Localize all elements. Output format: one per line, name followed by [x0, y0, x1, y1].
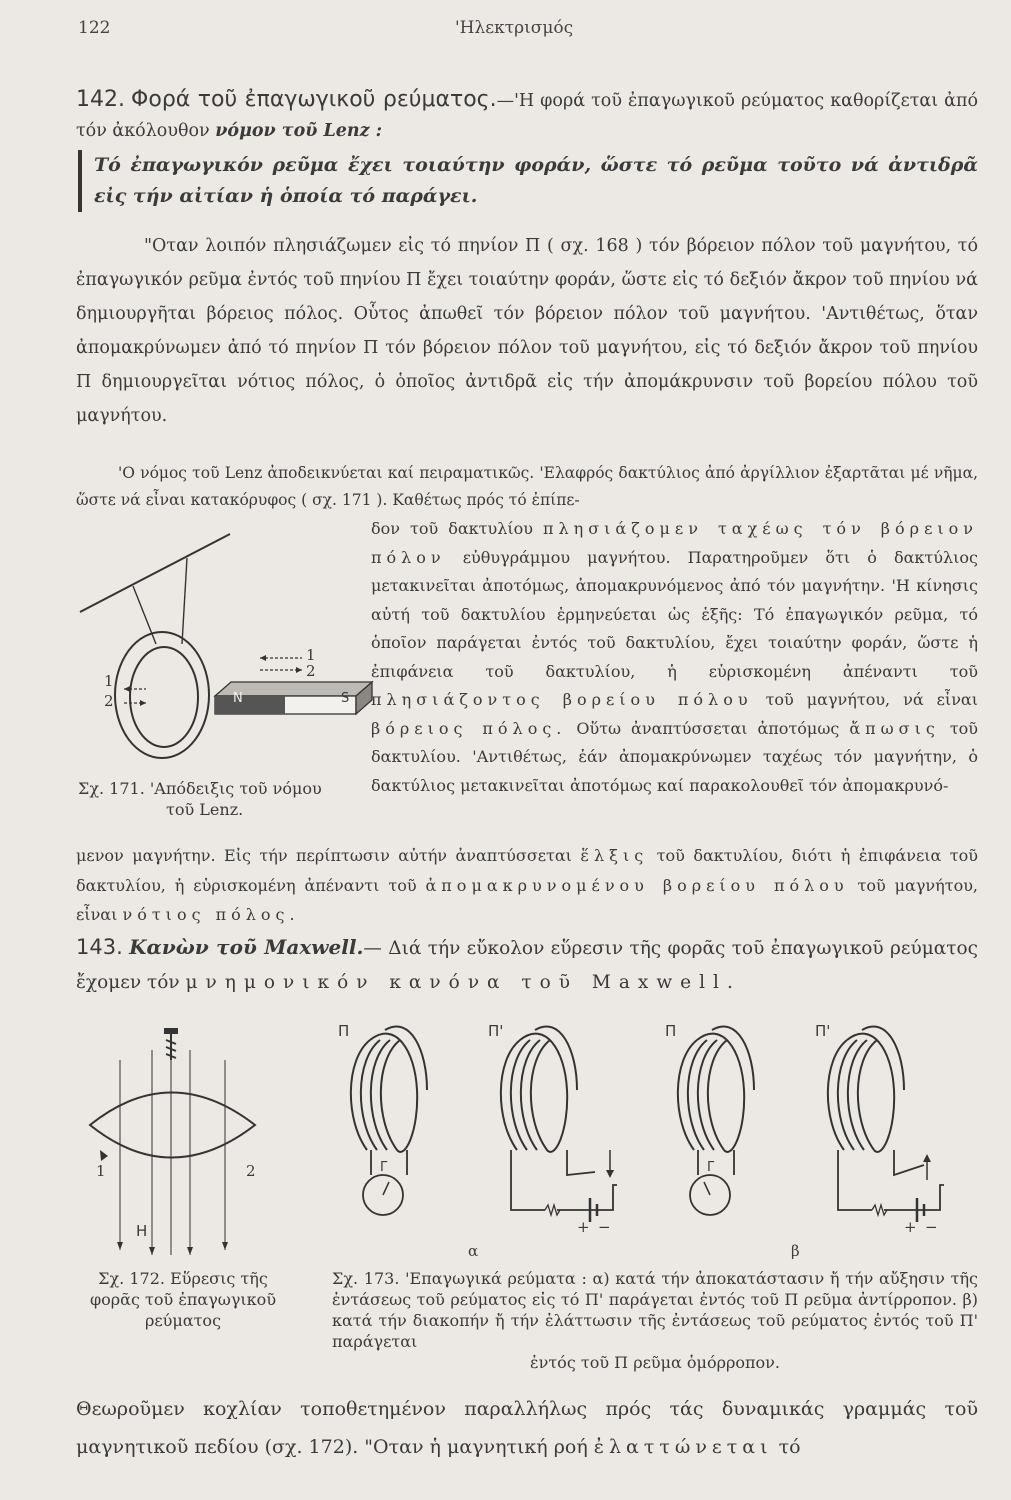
fig173b-coil-label-2: Π'	[815, 1022, 831, 1040]
figure-173-label-b: β	[791, 1242, 800, 1260]
section-143-title: Κανὼν τοῦ Maxwell.	[129, 935, 364, 959]
figure-171-caption	[78, 778, 378, 820]
fig173b-minus: −	[925, 1218, 938, 1236]
fig173b-coil-label-1: Π	[665, 1022, 677, 1040]
figure-173-caption	[332, 1268, 978, 1373]
magnet-n-label: N	[233, 691, 243, 706]
fig171-label-top-2: 2	[306, 662, 316, 680]
fig173a-coil-label-2: Π'	[488, 1022, 504, 1040]
text-run: Οὕτω ἀναπτύσσεται ἀποτόμως	[576, 718, 840, 738]
text-run: τοῦ δακτυλίου. 'Αντιθέτως, ἐάν ἀπομακρύνωμεν ταχέως τόν μαγνήτην, ὁ δακτύλιος μετακινεῖται ἀποτόμως καί παρακολουθεῖ τόν ἀπομακρυνό-	[371, 718, 979, 795]
spaced-emphasis: μνημονικόν κανόνα τοῦ Maxwell.	[185, 972, 741, 993]
fig172-label-1: 1	[96, 1162, 106, 1180]
figure-172-lens-loop	[80, 1020, 300, 1260]
spaced-emphasis: βόρειος πόλος.	[371, 718, 567, 738]
figure-173-caption-last: ἐντός τοῦ Π ρεῦμα ὁμόρροπον.	[530, 1353, 780, 1372]
spaced-emphasis: ἄπωσις	[849, 718, 940, 738]
law-name: νόμον τοῦ Lenz :	[215, 121, 383, 141]
page-number: 122	[78, 18, 111, 38]
text-run: τοῦ δακτυλίου, διότι ἡ ἐπιφάνεια τοῦ δακτυλίου, ἡ εὑρισκομένη ἀπέναντι τοῦ	[76, 846, 978, 895]
figure-173a-coils	[335, 1010, 645, 1235]
text-run: Θεωροῦμεν κοχλίαν τοποθετημένον παραλλήλως πρός τάς δυναμικάς γραμμάς τοῦ μαγνητικοῦ πεδίου (σχ. 172). "Οταν ἡ μαγνητική ροή	[76, 1398, 978, 1458]
fig173a-minus: −	[598, 1218, 611, 1236]
figure-173b-coils	[662, 1010, 972, 1235]
paragraph-attraction	[76, 841, 978, 930]
fig171-label-1: 1	[104, 672, 114, 690]
fig173a-coil-label-1: Π	[338, 1022, 350, 1040]
magnet-s-label: S	[341, 691, 350, 706]
paragraph-lenz-experiment: 'Ο νόμος τοῦ Lenz ἀποδεικνύεται καί πειραματικῶς. 'Ελαφρός δακτύλιος ἀπό ἀργίλλιον ἐξαρτᾶται μέ νῆμα, ὥστε νά εἶναι κατακόρυφος ( σχ. 171 ). Καθέτως πρός τό ἐπίπε-	[76, 464, 978, 509]
spaced-emphasis: νότιος πόλος.	[122, 905, 300, 924]
lenz-law-statement: Τό ἐπαγωγικόν ρεῦμα ἔχει τοιαύτην φοράν, ὥστε τό ρεῦμα τοῦτο νά ἀντιδρᾶ εἰς τήν αἰτίαν ἡ ὁποία τό παράγει.	[94, 154, 978, 207]
fig173b-galvanometer-label: Γ	[707, 1160, 715, 1175]
section-142-title: Φορά τοῦ ἐπαγωγικοῦ ρεύματος.	[131, 87, 497, 112]
spaced-emphasis: ἐλαττώνεται	[593, 1436, 773, 1458]
fig173a-galvanometer-label: Γ	[380, 1160, 388, 1175]
text-run: — Διά τήν εὔκολον εὕρεσιν τῆς φορᾶς τοῦ ἐπαγωγικοῦ ρεύματος ἔχομεν τόν	[76, 938, 978, 993]
spaced-emphasis: ἀπομακρυνομένου βορείου πόλου	[425, 875, 849, 895]
running-title: 'Ηλεκτρισμός	[455, 18, 574, 38]
spaced-emphasis: πλησιάζομεν ταχέως τόν βόρειον πόλον	[371, 519, 978, 567]
section-143-intro	[76, 930, 978, 1000]
fig172-label-h: H	[136, 1222, 148, 1240]
text-run: εὐθυγράμμου μαγνήτου. Παρατηροῦμεν ὅτι ὁ δακτύλιος μετακινεῖται ἀποτόμως, ἀπομακρυνόμενος ἀπό τόν μαγνήτην. 'Η κίνησις αὐτή τοῦ δακτυλίου ἑρμηνεύεται ὡς ἑξῆς: Τό ἐπαγωγικόν ρεῦμα, τό ὁποῖον παράγεται ἐντός τοῦ δακτυλίου, ἔχει τοιαύτην φοράν, ὥστε ἡ ἐπιφάνεια τοῦ δακτυλίου, ἡ εὑρισκομένη ἀπέναντι τοῦ	[371, 547, 978, 681]
figure-171-ring-and-magnet	[80, 520, 380, 775]
section-142-intro	[76, 85, 978, 146]
fig173a-plus: +	[577, 1218, 590, 1236]
section-143-number: 143.	[76, 935, 123, 959]
fig172-label-2: 2	[246, 1162, 256, 1180]
fig171-label-top-1: 1	[306, 646, 316, 664]
section-142-intro-text: —'Η φορά τοῦ ἐπαγωγικοῦ ρεύματος καθορίζεται ἀπό τόν ἀκόλουθον	[76, 91, 978, 141]
section-142-number: 142.	[76, 87, 125, 112]
text-run: τοῦ μαγνήτου, εἶναι	[76, 875, 979, 924]
figure-172-caption: Σχ. 172. Εὕρεσις τῆς φορᾶς τοῦ ἐπαγωγικοῦ ρεύματος	[89, 1269, 277, 1330]
law-margin-bar	[78, 150, 82, 212]
figure-171-caption-line2: τοῦ Lenz.	[166, 800, 244, 819]
figure-173-caption-main: Σχ. 173. 'Επαγωγικά ρεύματα : α) κατά τήν ἀποκατάστασιν ἤ τήν αὔξησιν τῆς ἐντάσεως τοῦ ρεύματος εἰς τό Π' παράγεται ἐντός τοῦ Π ρεῦμα ἀντίρροπον. β) κατά τήν διακοπήν ἤ τήν ἐλάττωσιν τῆς ἐντάσεως τοῦ ρεύματος ἐντός τοῦ Π' παράγεται	[332, 1269, 978, 1351]
text-run: μενον μαγνήτην. Εἰς τήν περίπτωσιν αὐτήν ἀναπτύσσεται	[76, 846, 572, 865]
text-run: τοῦ μαγνήτου, νά εἶναι	[765, 690, 979, 709]
spaced-emphasis: πλησιάζοντος βορείου πόλου	[371, 690, 753, 709]
fig171-label-2: 2	[104, 692, 114, 710]
fig173b-plus: +	[904, 1218, 917, 1236]
spaced-emphasis: ἕλξις	[580, 846, 649, 865]
paragraph-closing	[76, 1390, 978, 1466]
text-run: δον τοῦ δακτυλίου	[371, 519, 533, 538]
paragraph-lenz-explanation: "Οταν λοιπόν πλησιάζωμεν εἰς τό πηνίον Π ( σχ. 168 ) τόν βόρειον πόλον τοῦ μαγνήτου, τό ἐπαγωγικόν ρεῦμα ἐντός τοῦ πηνίου Π ἔχει τοιαύτην φοράν, ὥστε εἰς τό δεξιόν ἄκρον τοῦ πηνίου νά δημιουργῆται βόρειος πόλος. Οὗτος ἀπωθεῖ τόν βόρειον πόλον τοῦ μαγνήτου. 'Αντιθέτως, ὅταν ἀπομακρύνωμεν ἀπό τό πηνίον Π τόν βόρειον πόλον τοῦ μαγνήτου, εἰς τό δεξιόν ἄκρον τοῦ πηνίου Π δημιουργεῖται νότιος πόλος, ὁ ὁποῖος ἀντιδρᾶ εἰς τήν ἀπομάκρυνσιν τοῦ βορείου πόλου τοῦ μαγνήτου.	[76, 236, 978, 426]
text-run: τό	[778, 1436, 801, 1458]
paragraph-ring-experiment	[371, 515, 978, 800]
figure-173-label-a: α	[468, 1242, 479, 1260]
figure-171-caption-line1: Σχ. 171. 'Απόδειξις τοῦ νόμου	[78, 779, 322, 798]
